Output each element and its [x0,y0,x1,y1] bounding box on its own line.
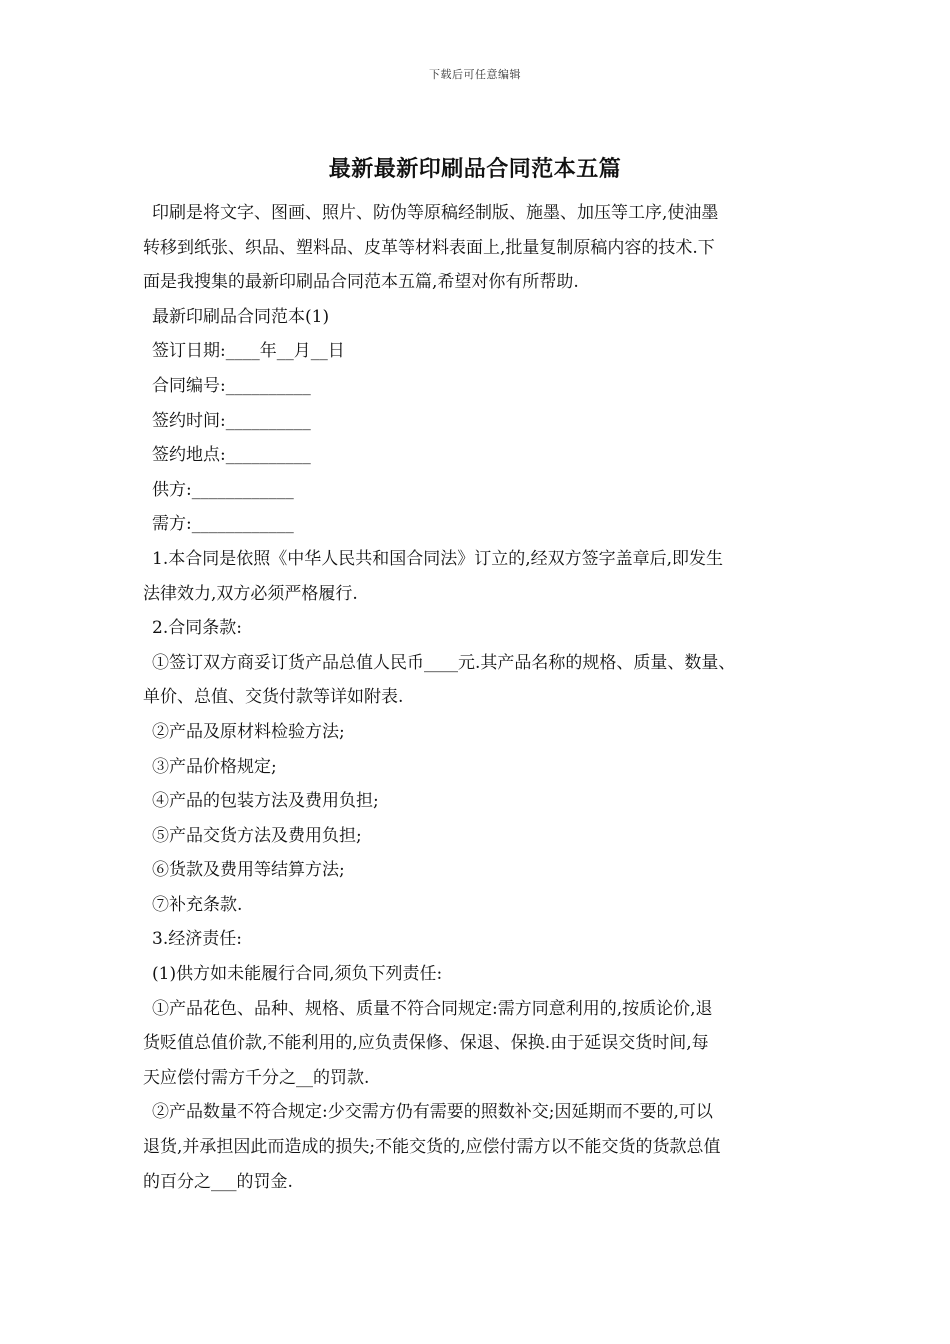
clause-2-item: ⑦补充条款. [152,894,243,915]
clause-2-item-1-line: ①签订双方商妥订货产品总值人民币____元.其产品名称的规格、质量、数量、 [152,652,736,673]
field-contract-no: 合同编号:__________ [152,375,311,396]
field-buyer: 需方:____________ [152,514,294,535]
clause-3-item-1-line: 天应偿付需方千分之__的罚款. [143,1067,370,1088]
clause-2-item: ④产品的包装方法及费用负担; [152,791,379,812]
field-supplier: 供方:____________ [152,479,294,500]
field-sign-time: 签约时间:__________ [152,410,311,431]
intro-line: 转移到纸张、织品、塑料品、皮革等材料表面上,批量复制原稿内容的技术.下 [143,237,715,258]
document-title: 最新最新印刷品合同范本五篇 [328,156,622,182]
clause-2-title: 2.合同条款: [152,618,242,639]
clause-1-line: 法律效力,双方必须严格履行. [143,583,358,604]
clause-3-title: 3.经济责任: [152,929,242,950]
field-sign-date: 签订日期:____年__月__日 [152,341,345,362]
clause-3-item-2-line: ②产品数量不符合规定:少交需方仍有需要的照数补交;因延期而不要的,可以 [152,1102,713,1123]
field-sign-place: 签约地点:__________ [152,445,311,466]
intro-line: 面是我搜集的最新印刷品合同范本五篇,希望对你有所帮助. [143,272,579,293]
clause-2-item-1-line: 单价、总值、交货付款等详如附表. [143,687,404,708]
document-body [143,196,823,1199]
clause-3-item-1-line: ①产品花色、品种、规格、质量不符合同规定:需方同意利用的,按质论价,退 [152,998,713,1019]
clause-2-item: ⑤产品交货方法及费用负担; [152,825,362,846]
intro-line: 印刷是将文字、图画、照片、防伪等原稿经制版、施墨、加压等工序,使油墨 [152,203,719,223]
clause-1-line: 1.本合同是依照《中华人民共和国合同法》订立的,经双方签字盖章后,即发生 [152,548,724,569]
section-title: 最新印刷品合同范本(1) [152,306,330,327]
clause-2-item: ⑥货款及费用等结算方法; [152,860,345,881]
header-note: 下载后可任意编辑 [429,68,521,81]
clause-3-item-2-line: 的百分之___的罚金. [143,1171,293,1192]
clause-3-sub-1: (1)供方如未能履行合同,须负下列责任: [152,964,443,985]
clause-2-item: ③产品价格规定; [152,756,277,777]
clause-3-item-1-line: 货贬值总值价款,不能利用的,应负责保修、保退、保换.由于延误交货时间,每 [143,1033,709,1054]
clause-3-item-2-line: 退货,并承担因此而造成的损失;不能交货的,应偿付需方以不能交货的货款总值 [143,1137,721,1158]
clause-2-item: ②产品及原材料检验方法; [152,721,345,742]
